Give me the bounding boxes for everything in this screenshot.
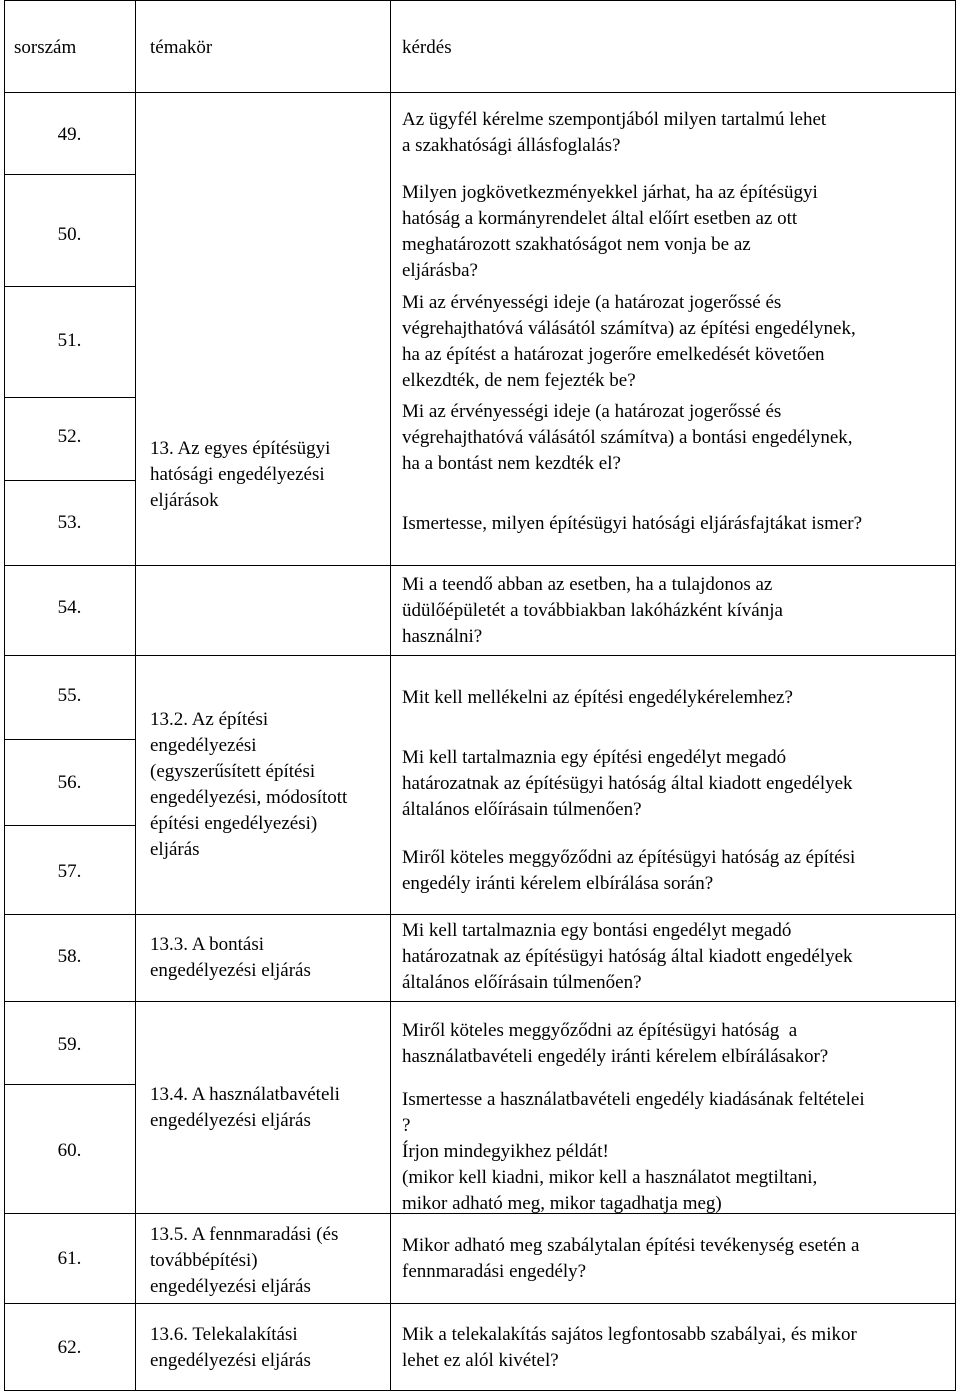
question-text: Mik a telekalakítás sajátos legfontosabb szabályai, és mikor lehet ez alól kivétel? xyxy=(402,1324,857,1371)
row-divider xyxy=(4,1303,956,1304)
topic-text: 13.3. A bontási engedélyezési eljárás xyxy=(150,934,311,981)
row-divider xyxy=(4,286,135,287)
topic-text: 13.2. Az építési engedélyezési (egyszerűsített építési engedélyezési, módosított építési engedélyezési) eljárás xyxy=(150,709,348,860)
row-divider xyxy=(4,1001,956,1002)
column-divider xyxy=(135,0,136,1391)
row-divider xyxy=(4,1084,135,1085)
question-text: Mi a teendő abban az esetben, ha a tulajdonos az üdülőépületét a továbbiakban lakóházként kívánja használni? xyxy=(402,574,783,647)
row-number: 59. xyxy=(57,1034,82,1055)
row-number: 53. xyxy=(57,512,82,533)
row-divider xyxy=(4,174,135,175)
row-divider xyxy=(4,655,956,656)
question-text: Mi az érvényességi ideje (a határozat jogerőssé és végrehajthatóvá válásától számítva) a bontási engedélynek, ha a bontást nem kezdték el? xyxy=(402,401,853,474)
question-text: Milyen jogkövetkezményekkel járhat, ha az építésügyi hatóság a kormányrendelet által előírt esetben az ott meghatározott szakhatóságot nem vonja be az eljárásba? xyxy=(402,182,818,281)
row-divider xyxy=(4,914,956,915)
row-number: 60. xyxy=(57,1140,82,1161)
topic-text: 13.5. A fennmaradási (és továbbépítési) engedélyezési eljárás xyxy=(150,1224,339,1297)
row-number: 58. xyxy=(57,946,82,967)
question-text: Ismertesse, milyen építésügyi hatósági eljárásfajtákat ismer? xyxy=(402,513,863,534)
table-border-right xyxy=(955,0,956,1391)
row-divider xyxy=(4,565,956,566)
question-text: Mit kell mellékelni az építési engedélykérelemhez? xyxy=(402,687,793,708)
header-divider xyxy=(4,92,956,93)
row-number: 56. xyxy=(57,772,82,793)
header-question: kérdés xyxy=(402,37,452,58)
question-text: Miről köteles meggyőződni az építésügyi hatóság a használatbavételi engedély iránti kérelem elbírálásakor? xyxy=(402,1020,829,1067)
question-text: Miről köteles meggyőződni az építésügyi hatóság az építési engedély iránti kérelem elbírálása során? xyxy=(402,847,856,894)
table-border-top xyxy=(4,0,956,1)
row-divider xyxy=(4,397,135,398)
question-text: Az ügyfél kérelme szempontjából milyen tartalmú lehet a szakhatósági állásfoglalás? xyxy=(402,109,827,156)
header-topic: témakör xyxy=(150,37,213,58)
header-number: sorszám xyxy=(14,37,77,58)
table-border-bottom xyxy=(4,1390,956,1391)
row-number: 61. xyxy=(57,1248,82,1269)
row-number: 57. xyxy=(57,861,82,882)
row-number: 52. xyxy=(57,426,82,447)
row-number: 55. xyxy=(57,685,82,706)
row-number: 62. xyxy=(57,1337,82,1358)
row-divider xyxy=(4,739,135,740)
column-divider xyxy=(390,0,391,1391)
question-text: Mikor adható meg szabálytalan építési tevékenység esetén a fennmaradási engedély? xyxy=(402,1235,860,1282)
question-text: Mi kell tartalmaznia egy építési engedélyt megadó határozatnak az építésügyi hatóság által kiadott engedélyek általános előírásain túlmenően? xyxy=(402,747,853,820)
question-text: Mi kell tartalmaznia egy bontási engedélyt megadó határozatnak az építésügyi hatóság által kiadott engedélyek általános előírásain túlmenően? xyxy=(402,920,853,993)
topic-text: 13. Az egyes építésügyi hatósági engedélyezési eljárások xyxy=(150,438,331,511)
row-divider xyxy=(4,825,135,826)
row-divider xyxy=(4,480,135,481)
row-number: 50. xyxy=(57,224,82,245)
topic-text: 13.4. A használatbavételi engedélyezési eljárás xyxy=(150,1084,340,1131)
row-number: 49. xyxy=(57,124,82,145)
row-number: 54. xyxy=(57,597,82,618)
row-number: 51. xyxy=(57,330,82,351)
question-text: Mi az érvényességi ideje (a határozat jogerőssé és végrehajthatóvá válásától számítva) az építési engedélynek, ha az építést a határozat jogerőre emelkedését követően elkezdték, de nem fejezték be? xyxy=(402,292,856,391)
topic-text: 13.6. Telekalakítási engedélyezési eljárás xyxy=(150,1324,311,1371)
question-text: Ismertesse a használatbavételi engedély kiadásának feltételei ? Írjon mindegyikhez példát! (mikor kell kiadni, mikor kell a használatot megtiltani, mikor adható meg, mikor tagadhatja meg) xyxy=(402,1089,865,1214)
